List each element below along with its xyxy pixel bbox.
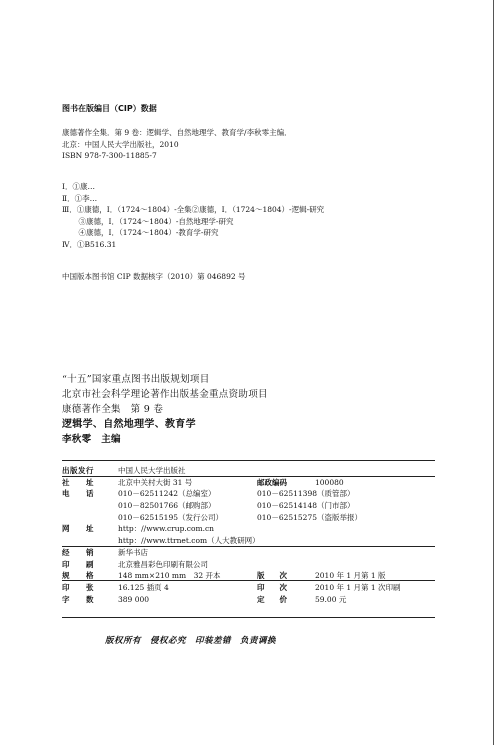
subject-line: Ⅲ．①康德，Ⅰ．（1724～1804）-全集②康德，Ⅰ．（1724～1804）-逻辑-研究	[62, 205, 325, 214]
rule-under-publisher	[62, 476, 435, 477]
cip-subjects	[62, 181, 324, 250]
rule-under-contacts	[62, 546, 435, 547]
book-series-title: 康德著作全集 第 9 卷	[62, 404, 164, 415]
pub-row: 出版发行 中国人民大学出版社	[62, 466, 186, 475]
cip-line: ISBN 978-7-300-11885-7	[62, 151, 157, 160]
pub-row: http：//www.ttrnet.com（人大教研网）	[118, 536, 260, 546]
top-rule	[62, 460, 435, 461]
cip-line: 北京：中国人民大学出版社，2010	[62, 139, 179, 149]
bottom-rule	[62, 617, 435, 618]
pub-row: 字 数 389 000 定 价 59.00 元	[62, 594, 347, 604]
book-title: 逻辑学、自然地理学、教育学	[62, 419, 196, 430]
pub-row: 010－82501766（邮购部） 010－62514148（门市部）	[118, 501, 355, 511]
rule-under-printer	[62, 580, 435, 581]
subject-line: Ⅰ．①康…	[62, 182, 95, 191]
editor: 李秋零 主编	[62, 434, 121, 445]
subject-line: ④康德，Ⅰ．（1724～1804）-教育学-研究	[71, 228, 219, 237]
pub-row: 电 话 010－62511242（总编室） 010－62511398（质管部）	[62, 489, 355, 499]
pub-row: 网 址 http：//www.crup.com.cn	[62, 524, 215, 534]
cip-description	[62, 127, 292, 162]
pub-row: 社 址 北京中关村大街 31 号 邮政编码 100080	[62, 477, 344, 487]
project-line-2: 北京市社会科学理论著作出版基金重点资助项目	[62, 389, 268, 400]
pub-row: 经 销 新华书店	[62, 547, 148, 557]
pub-row: 印 张 16.125 插页 4 印 次 2010 年 1 月第 1 次印刷	[62, 582, 401, 592]
subject-line: ③康德，Ⅰ．（1724～1804）-自然地理学-研究	[71, 216, 234, 226]
copyright-notice: 版权所有 侵权必究 印装差错 负责调换	[105, 636, 277, 646]
pub-row: 010－62515195（发行公司） 010－62515275（盗版举报）	[118, 512, 362, 522]
cip-header: 图书在版编目（CIP）数据	[62, 104, 157, 113]
page-edge-line	[493, 0, 494, 745]
subject-line: Ⅱ．①李…	[62, 193, 98, 203]
project-block	[62, 372, 268, 447]
cip-record-number: 中国版本图书馆 CIP 数据核字（2010）第 046892 号	[62, 272, 246, 281]
pub-row: 规 格 148 mm×210 mm 32 开本 版 次 2010 年 1 月第 1 版	[62, 571, 386, 581]
pub-row: 印 刷 北京雅昌彩色印刷有限公司	[62, 559, 208, 569]
publication-info	[62, 465, 435, 605]
cip-line: 康德著作全集．第 9 卷：逻辑学、自然地理学、教育学/李秋零主编．	[62, 128, 292, 137]
subject-line: Ⅳ．①B516.31	[62, 239, 117, 249]
project-line-1: “十五”国家重点图书出版规划项目	[62, 374, 210, 385]
